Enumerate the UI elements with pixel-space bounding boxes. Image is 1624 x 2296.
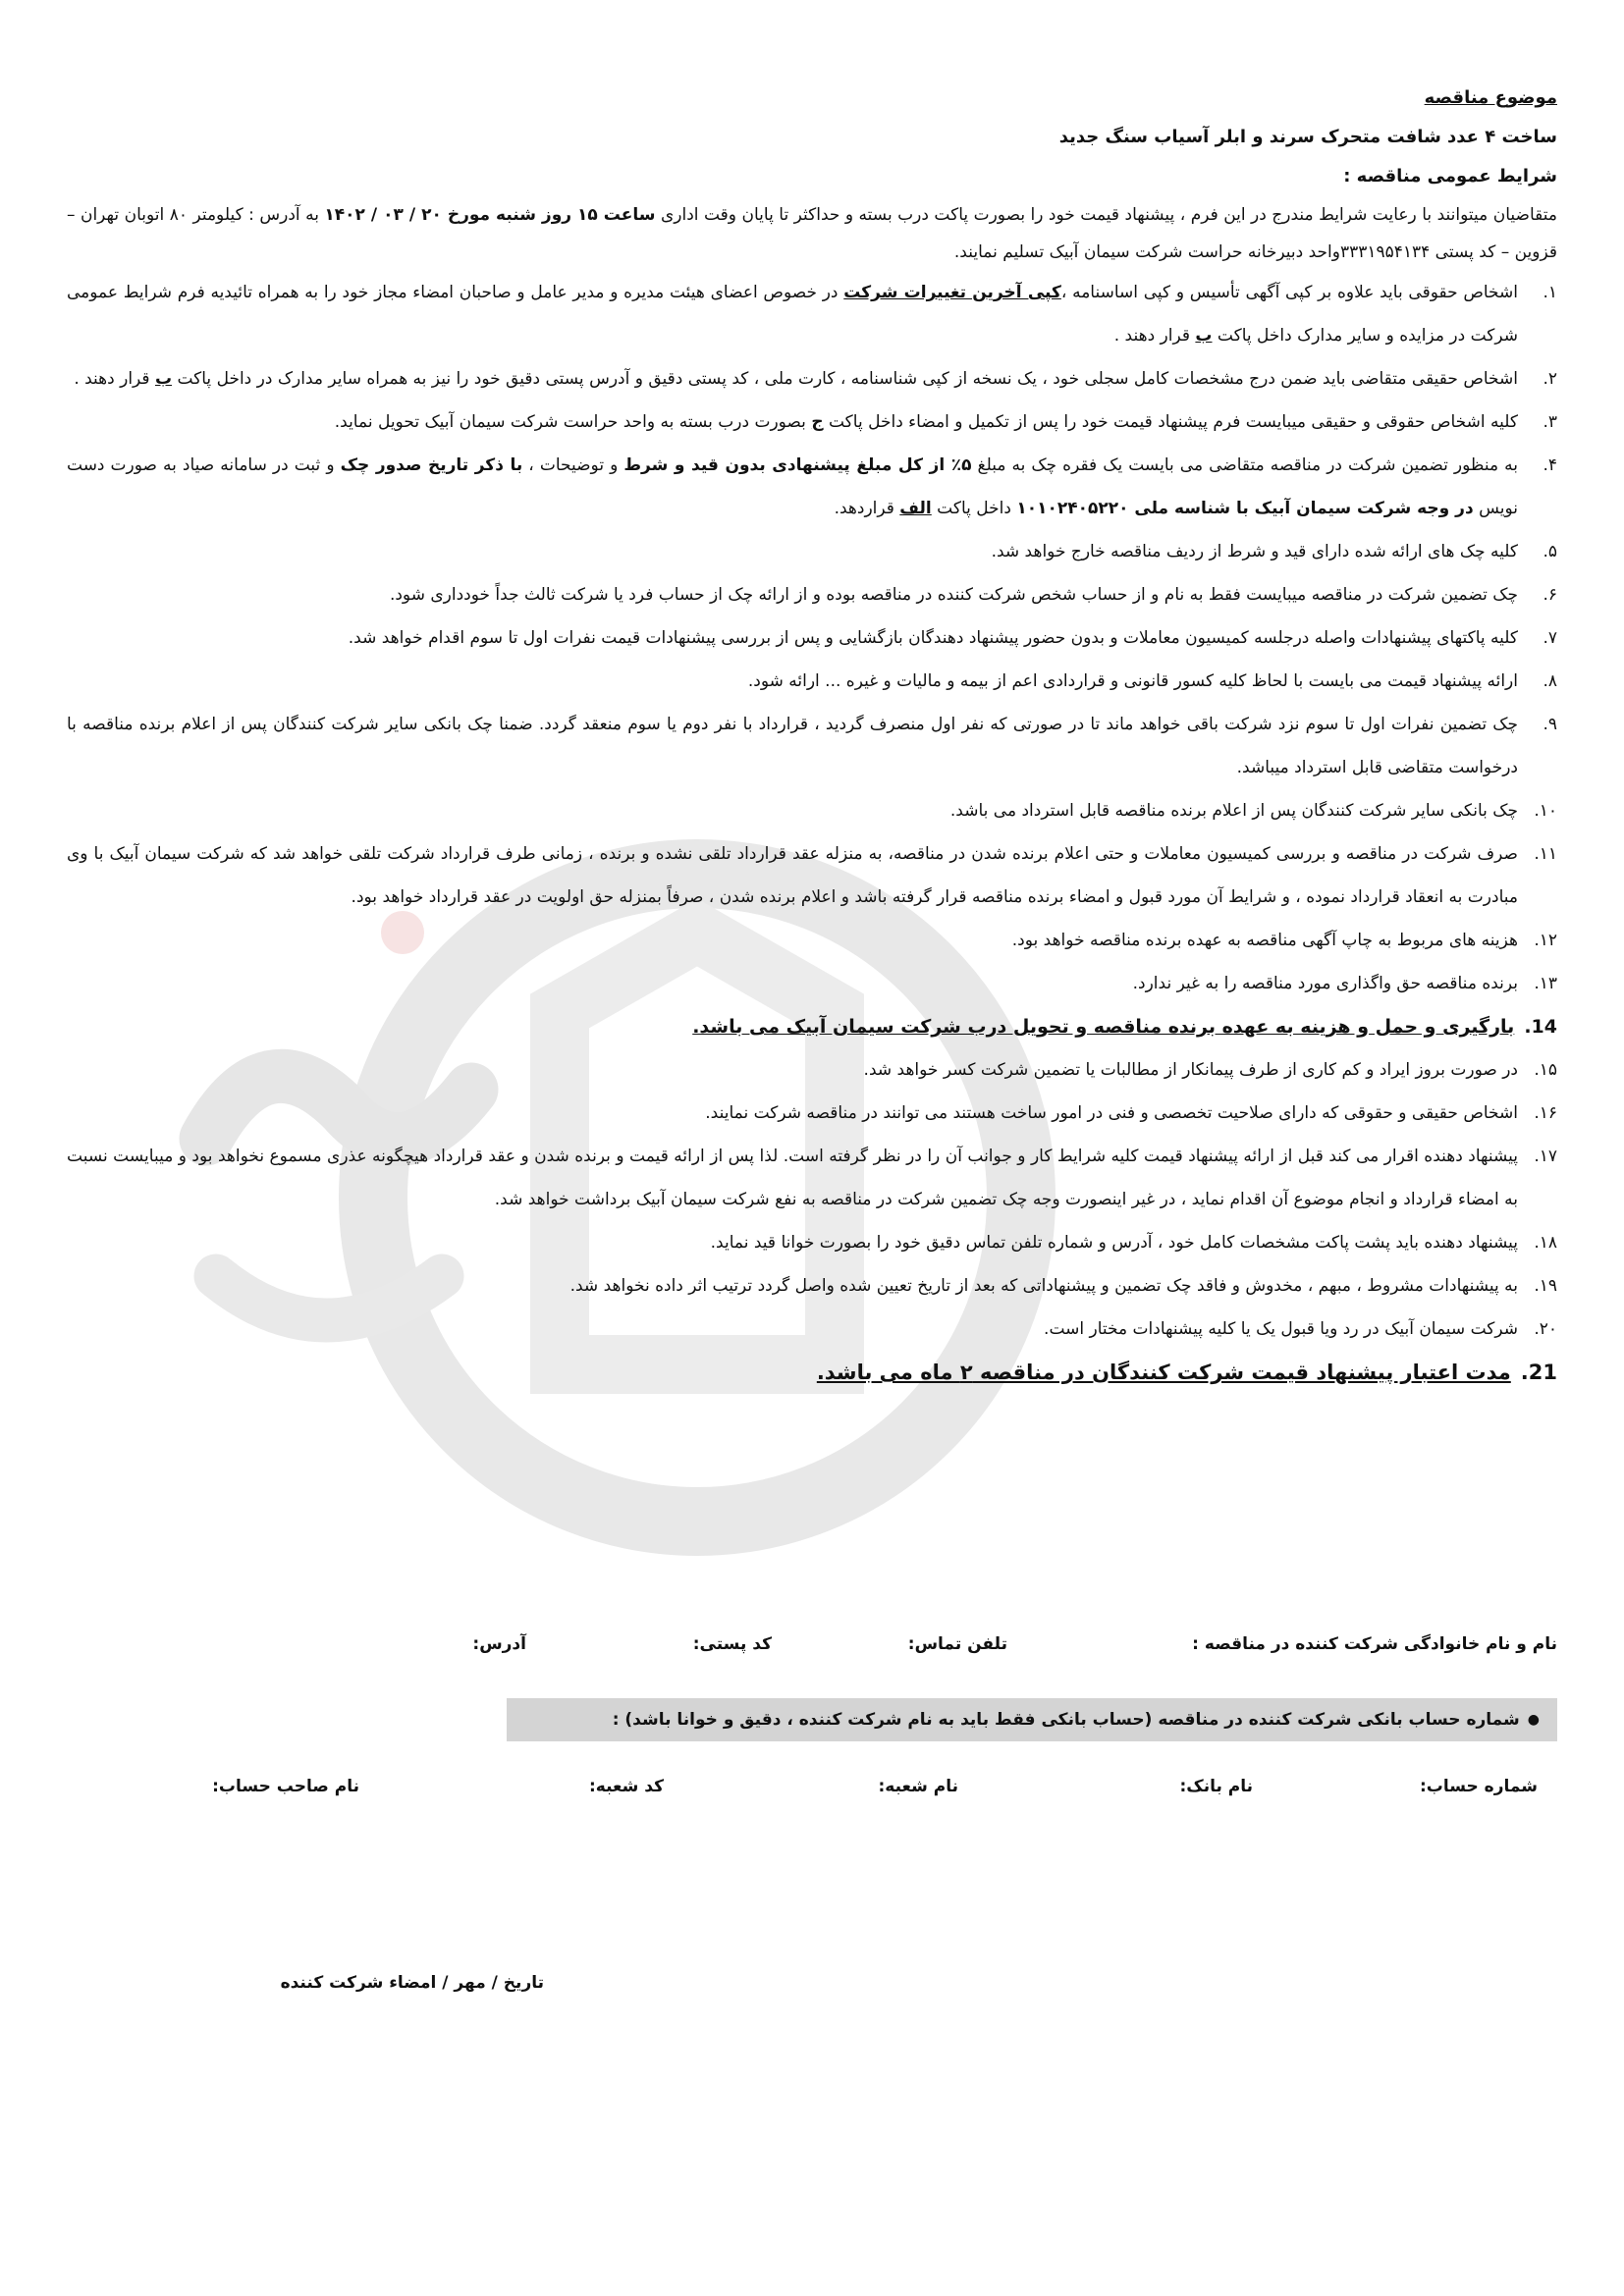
list-item: ۸. ارائه پیشنهاد قیمت می بایست با لحاظ کلیه کسور قانونی و قراردادی اعم از بیمه و مالیات و غیره ... ارائه شود. [747,671,1557,691]
list-item: ۱۰. چک بانکی سایر شرکت کنندگان پس از اعلام برنده مناقصه قابل استرداد می باشد. [949,801,1557,821]
list-item: ۱۹. به پیشنهادات مشروط ، مبهم ، مخدوش و فاقد چک تضمین و پیشنهاداتی که بعد از تاریخ تعیین شده واصل گردد ترتیب اثر داده نخواهد شد. [569,1276,1557,1296]
list-item: ۱۳. برنده مناقصه حق واگذاری مورد مناقصه را به غیر ندارد. [1132,974,1557,993]
list-item: 21. مدت اعتبار پیشنهاد قیمت شرکت کنندگان در مناقصه ۲ ماه می باشد. [816,1361,1557,1384]
list-item: ۲۰. شرکت سیمان آبیک در رد ویا قبول یک یا کلیه پیشنهادات مختار است. [1044,1319,1557,1339]
bank-name-label: نام بانک: [1179,1777,1253,1796]
account-holder-label: نام صاحب حساب: [212,1777,359,1796]
list-item: ۱۵. در صورت بروز ایراد و کم کاری از طرف پیمانکار از مطالبات یا تضمین شرکت کسر خواهد شد. [863,1060,1557,1080]
bank-account-heading: ● شماره حساب بانکی شرکت کننده در مناقصه (حساب بانکی فقط باید به نام شرکت کننده ، دقیق و خوانا باشد) : [507,1698,1557,1741]
list-item: ۱۲. هزینه های مربوط به چاپ آگهی مناقصه به عهده برنده مناقصه خواهد بود. [1011,931,1557,950]
participant-name-label: نام و نام خانوادگی شرکت کننده در مناقصه : [1192,1634,1557,1654]
list-item: ۲. اشخاص حقیقی متقاضی باید ضمن درج مشخصات کامل سجلی خود ، یک نسخه از کپی شناسنامه ، کارت ملی ، کد پستی دقیق و آدرس پستی دقیق خود را نیز به همراه سایر مدارک در داخل پاکت ب قرار دهند . [74,369,1557,389]
signature-label: تاریخ / مهر / امضاء شرکت کننده [280,1973,544,1993]
list-item: ۱۸. پیشنهاد دهنده باید پشت پاکت مشخصات کامل خود ، آدرس و شماره تلفن تماس دقیق خود را بصورت خوانا قید نماید. [710,1233,1557,1253]
list-item: ۹. چک تضمین نفرات اول تا سوم نزد شرکت باقی خواهد ماند تا در صورتی که نفر اول منصرف گردید ، قرارداد با نفر دوم یا سوم منعقد گردد. ضمنا چک بانکی سایر شرکت کنندگان پس از اعلام برنده مناقصه با درخواست متقاضی قابل استرداد میباشد. [67,715,1557,777]
intro-paragraph: متقاضیان میتوانند با رعایت شرایط مندرج در این فرم ، پیشنهاد قیمت خود را بصورت پاکت درب بسته و حداکثر تا پایان وقت اداری ساعت ۱۵ روز شنبه مورخ ۲۰ / ۰۳ / ۱۴۰۲ به آدرس : کیلومتر ۸۰ اتوبان تهران – قزوین – کد پستی ۳۳۳۱۹۵۴۱۳۴واحد دبیرخانه حراست شرکت سیمان آبیک تسلیم نمایند. [67,205,1557,262]
account-number-label: شماره حساب: [1419,1777,1538,1796]
postal-code-label: کد پستی: [692,1634,772,1654]
contact-fields [67,1634,1557,1674]
deadline: ساعت ۱۵ روز شنبه مورخ ۲۰ / ۰۳ / ۱۴۰۲ [324,205,656,225]
phone-label: تلفن تماس: [907,1634,1007,1654]
branch-name-label: نام شعبه: [878,1777,958,1796]
list-item: ۴. به منظور تضمین شرکت در مناقصه متقاضی می بایست یک فقره چک به مبلغ ۵٪ از کل مبلغ پیشنهادی بدون قید و شرط و توضیحات ، با ذکر تاریخ صدور چک و ثبت در سامانه صیاد به صورت دست نویس در وجه شرکت سیمان آبیک با شناسه ملی ۱۰۱۰۲۴۰۵۲۲۰ داخل پاکت الف قراردهد. [67,455,1557,518]
list-item: ۱۷. پیشنهاد دهنده اقرار می کند قبل از ارائه پیشنهاد قیمت کلیه شرایط کار و جوانب آن را در نظر گرفته است. لذا پس از ارائه قیمت و برنده شدن و عقد قرارداد هیچگونه عذری مسموع نخواهد بود و میبایست نسبت به امضاء قرارداد و انجام موضوع آن اقدام نماید ، در غیر اینصورت وجه چک تضمین شرکت در مناقصه به نفع شرکت سیمان آبیک برداشت خواهد شد. [67,1147,1557,1209]
list-item: ۶. چک تضمین شرکت در مناقصه میبایست فقط به نام و از حساب شخص شرکت کننده در مناقصه بوده و از ارائه چک از حساب فرد یا شرکت ثالث جداً خودداری شود. [389,585,1557,605]
conditions-title: شرایط عمومی مناقصه : [1343,166,1557,187]
list-item: ۳. کلیه اشخاص حقوقی و حقیقی میبایست فرم پیشنهاد قیمت خود را پس از تکمیل و امضاء داخل پاکت ج بصورت درب بسته به واحد حراست شرکت سیمان آبیک تحویل نماید. [334,412,1557,432]
list-item: ۷. کلیه پاکتهای پیشنهادات واصله درجلسه کمیسیون معاملات و بدون حضور پیشنهاد دهندگان بازگشایی و پس از بررسی پیشنهادات قیمت نفرات اول تا سوم اقدام خواهد شد. [348,628,1557,648]
address-label: آدرس: [472,1634,526,1654]
tender-document [67,79,1557,1394]
list-item: ۱. اشخاص حقوقی باید علاوه بر کپی آگهی تأسیس و کپی اساسنامه ،کپی آخرین تغییرات شرکت در خصوص اعضای هیئت مدیره و مدیر عامل و صاحبان امضاء مجاز خود را به همراه تائیدیه فرم شرایط عمومی شرکت در مزایده و سایر مدارک داخل پاکت ب قرار دهند . [67,283,1557,346]
list-item: ۵. کلیه چک های ارائه شده دارای قید و شرط از ردیف مناقصه خارج خواهد شد. [991,542,1557,561]
subject-text: ساخت ۴ عدد شافت متحرک سرند و ابلر آسیاب سنگ جدید [1058,127,1557,147]
list-item: 14. بارگیری و حمل و هزینه به عهده برنده مناقصه و تحویل درب شرکت سیمان آبیک می باشد. [692,1016,1557,1038]
subject-title: موضوع مناقصه [1424,87,1557,108]
bank-fields [67,1777,1557,1816]
bullet-icon: ● [1527,1712,1540,1728]
branch-code-label: کد شعبه: [589,1777,664,1796]
list-item: ۱۶. اشخاص حقیقی و حقوقی که دارای صلاحیت تخصصی و فنی در امور ساخت هستند می توانند در مناقصه شرکت نمایند. [705,1103,1557,1123]
list-item: ۱۱. صرف شرکت در مناقصه و بررسی کمیسیون معاملات و حتی اعلام برنده شدن در مناقصه، به منزله عقد قرارداد تلقی نشده و برنده ، زمانی طرف قرارداد شرکت تلقی خواهد شد که شرکت سیمان آبیک با وی مبادرت به انعقاد قرارداد نموده ، و شرایط آن مورد قبول و امضاء برنده مناقصه قرار گرفته باشد و اعلام برنده شدن ، صرفاً بمنزله حق اولویت در عقد قرارداد خواهد بود. [67,844,1557,907]
